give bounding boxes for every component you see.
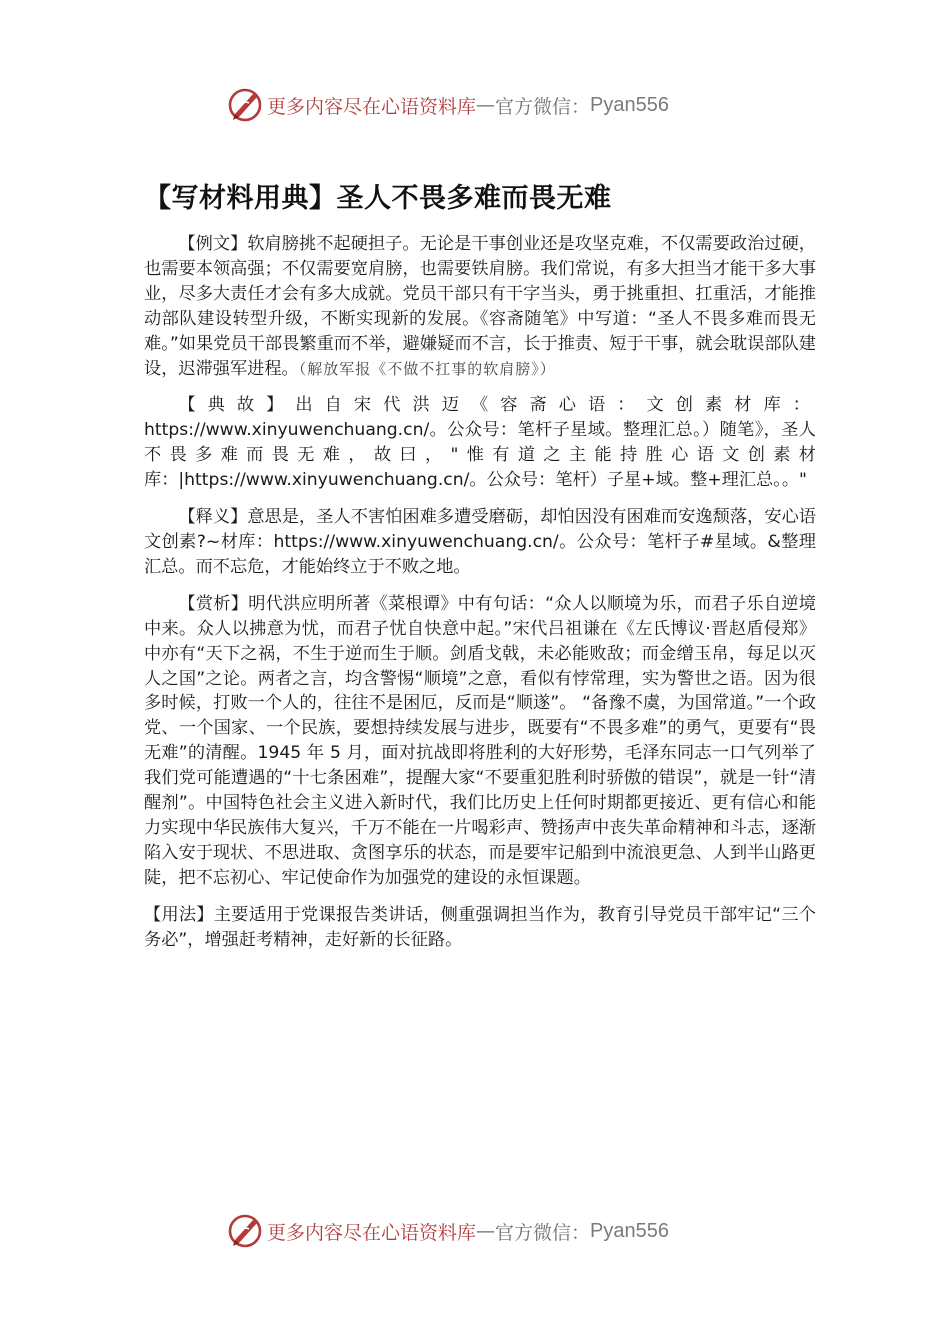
origin-lead: 【典故】出自宋代洪迈《容斋心语：文创素材库： <box>178 395 816 416</box>
article-body <box>144 232 816 964</box>
watermark-wechat-id: Pyan556 <box>590 93 669 116</box>
example-source: （解放军报《不做不扛事的软肩膀》） <box>298 359 556 378</box>
usage-paragraph: 【用法】主要适用于党课报告类讲话，侧重强调担当作为，教育引导党员干部牢记“三个务必”，增强赶考精神，走好新的长征路。 <box>144 904 816 950</box>
meaning-paragraph: 【释义】意思是，圣人不害怕困难多遭受磨砺，却怕因没有困难而安逸颓落，安心语文创素?~材库：https://www.xinyuwenchuang.cn/。公众号：笔杆子#星域。&整理汇总。而不忘危，才能始终立于不败之地。 <box>144 507 816 577</box>
watermark-brand: 更多内容尽在心语资料库 <box>267 1221 477 1244</box>
bottom-watermark <box>227 1211 669 1251</box>
top-watermark <box>227 85 669 125</box>
page-title: 【写材料用典】圣人不畏多难而畏无难 <box>144 183 612 214</box>
watermark-wechat-label: 官方微信： <box>495 95 591 118</box>
origin-paragraph <box>144 393 816 493</box>
pen-logo-icon <box>227 1213 263 1249</box>
pen-logo-icon <box>227 87 263 123</box>
example-paragraph <box>144 232 816 381</box>
origin-text: https://www.xinyuwenchuang.cn/。公众号：笔杆子星域。整理汇总。）随笔》，圣人不畏多难而畏无难，故曰，"惟有道之主能持胜心语文创素材库：|https://www.xinyuwenchuang.cn/。公众号：笔杆）子星+域。整+理汇总。。" <box>144 420 816 491</box>
watermark-dash: — <box>476 1220 496 1242</box>
watermark-brand: 更多内容尽在心语资料库 <box>267 95 477 118</box>
watermark-wechat-label: 官方微信： <box>495 1221 591 1244</box>
appreciation-paragraph: 【赏析】明代洪应明所著《菜根谭》中有句话：“众人以顺境为乐，而君子乐自逆境中来。众人以拂意为忧，而君子忧自快意中起。”宋代吕祖谦在《左氏博议·晋赵盾侵郑》中亦有“天下之祸，不生于逆而生于顺。剑盾戈戟，未必能败敌；而金缯玉帛，每足以灭人之国”之论。两者之言，均含警惕“顺境”之意，看似有悖常理，实为警世之语。因为很多时候，打败一个人的，往往不是困厄，反而是“顺遂”。 “备豫不虞，为国常道。”一个政党、一个国家、一个民族，要想持续发展与进步，既要有“不畏多难”的勇气，更要有“畏无难”的清醒。1945 年 5 月，面对抗战即将胜利的大好形势，毛泽东同志一口气列举了我们党可能遭遇的“十七条困难”，提醒大家“不要重犯胜利时骄傲的错误”，就是一针“清醒剂”。中国特色社会主义进入新时代，我们比历史上任何时期都更接近、更有信心和能力实现中华民族伟大复兴，千万不能在一片喝彩声、赞扬声中丧失革命精神和斗志，逐渐陷入安于现状、不思进取、贪图享乐的状态，而是要牢记船到中流浪更急、人到半山路更陡，把不忘初心、牢记使命作为加强党的建设的永恒课题。 <box>144 593 816 888</box>
example-text: 【例文】软肩膀挑不起硬担子。无论是干事创业还是攻坚克难，不仅需要政治过硬，也需要本领高强；不仅需要宽肩膀，也需要铁肩膀。我们常说，有多大担当才能干多大事业，尽多大责任才会有多大成就。党员干部只有干字当头，勇于挑重担、扛重活，才能推动部队建设转型升级，不断实现新的发展。《容斋随笔》中写道：“圣人不畏多难而畏无难。”如果党员干部畏繁重而不举，避嫌疑而不言，长于推责、短于干事，就会耽误部队建设，迟滞强军进程。 <box>144 234 816 379</box>
watermark-wechat-id: Pyan556 <box>590 1219 669 1242</box>
watermark-dash: — <box>476 94 496 116</box>
